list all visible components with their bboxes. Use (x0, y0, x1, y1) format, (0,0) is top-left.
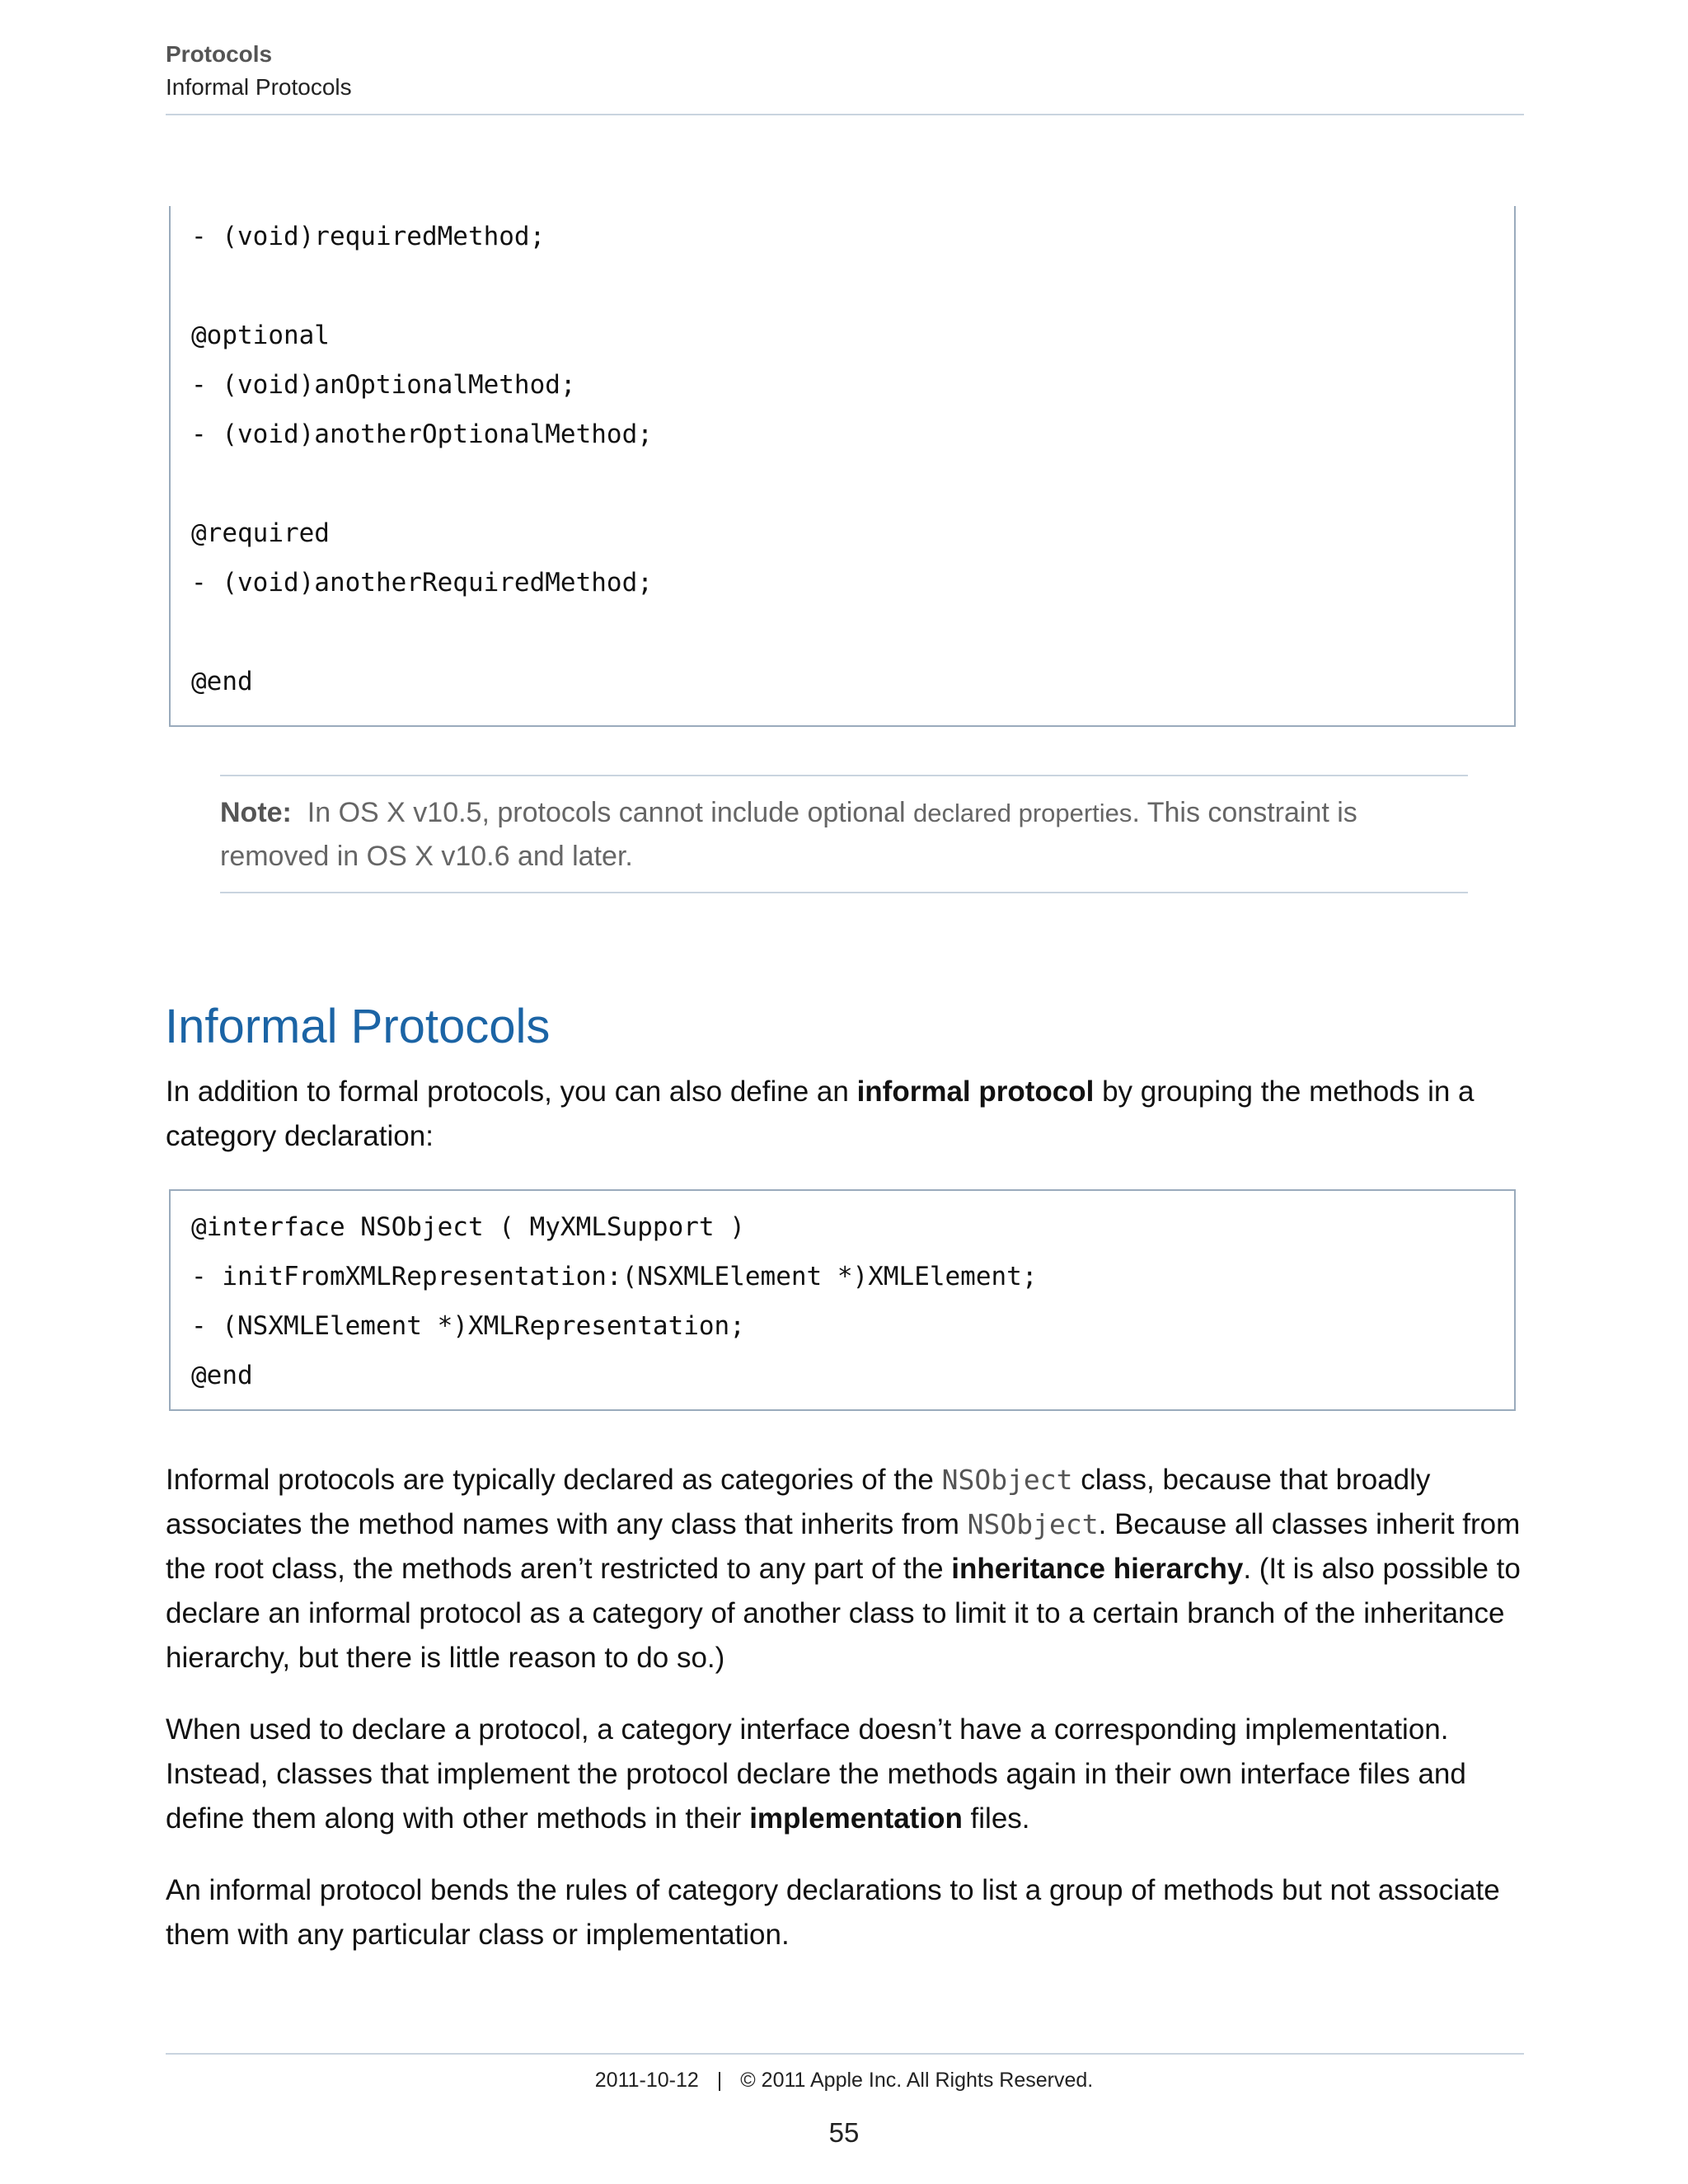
paragraph-text: When used to declare a protocol, a category interface doesn’t have a corresponding implementation. Instead, classes that implement the protocol declare the methods again in their own interface files and define them along with other methods in their (166, 1713, 1466, 1835)
paragraph-text: In addition to formal protocols, you can also define an (166, 1076, 857, 1108)
code-line: - (void)anotherOptionalMethod; (191, 419, 653, 449)
footer-separator: | (716, 2069, 723, 2092)
header-section-title: Informal Protocols (166, 74, 352, 100)
footer-date: 2011-10-12 (594, 2069, 699, 2092)
note-text: In OS X v10.5, protocols cannot include optional (307, 797, 906, 828)
code-line: @optional (191, 321, 330, 350)
code-line: @end (191, 667, 253, 696)
footer-divider (166, 2053, 1524, 2055)
code-blank-line (171, 459, 1514, 509)
glossary-term-implementation[interactable]: implementation (749, 1802, 963, 1835)
running-header (166, 38, 1524, 104)
paragraph-text: class, because that broadly associates the method names with any class that inherits from (166, 1464, 1431, 1540)
paragraph-text: . Because all classes inherit from the root class, the methods aren’t restricted to any part of the (166, 1508, 1521, 1585)
note-text-end: . This constraint is removed in OS X v10.6 and later. (220, 797, 1357, 872)
code-blank-line (171, 261, 1514, 311)
body-paragraph (166, 1708, 1526, 1841)
body-paragraph: An informal protocol bends the rules of category declarations to list a group of methods but not associate them with any particular class or implementation. (166, 1874, 1500, 1951)
body-paragraph (166, 1458, 1526, 1680)
code-line: @end (191, 1361, 253, 1390)
declared-properties-link[interactable]: declared properties (913, 799, 1132, 827)
header-chapter-title: Protocols (166, 41, 273, 67)
code-line: - initFromXMLRepresentation:(NSXMLElement *)XMLElement; (191, 1262, 1038, 1291)
note-box (220, 775, 1468, 893)
code-line: - (void)anOptionalMethod; (191, 370, 576, 400)
code-block-protocol-declaration (169, 206, 1516, 727)
section-heading: Informal Protocols (165, 1000, 551, 1053)
footer (0, 2065, 1688, 2095)
code-line: @interface NSObject ( MyXMLSupport ) (191, 1212, 745, 1242)
page-number: 55 (828, 2117, 860, 2148)
footer-copyright: © 2011 Apple Inc. All Rights Reserved. (740, 2069, 1094, 2092)
paragraph-text: files. (962, 1802, 1030, 1835)
inline-code-nsobject: NSObject (967, 1508, 1099, 1540)
code-block-informal-protocol (169, 1189, 1516, 1411)
paragraph-text: . (It is also possible to declare an informal protocol as a category of another class to limit it to a certain branch of the inheritance hierarchy, but there is little reason to do so.) (166, 1553, 1521, 1674)
glossary-term-inheritance-hierarchy[interactable]: inheritance hierarchy (951, 1553, 1244, 1585)
code-blank-line (171, 607, 1514, 657)
paragraph-text: by grouping the methods in a category declaration: (166, 1076, 1475, 1152)
paragraph-text: Informal protocols are typically declared as categories of the (166, 1464, 942, 1496)
code-line: - (void)anotherRequiredMethod; (191, 568, 653, 598)
inline-code-nsobject: NSObject (941, 1464, 1073, 1496)
glossary-term-informal-protocol[interactable]: informal protocol (856, 1076, 1095, 1108)
code-line: @required (191, 518, 330, 548)
header-divider (166, 114, 1524, 115)
code-line: - (NSXMLElement *)XMLRepresentation; (191, 1311, 745, 1341)
note-label: Note: (220, 797, 292, 828)
code-line: - (void)requiredMethod; (191, 222, 546, 251)
intro-paragraph (166, 1070, 1526, 1159)
